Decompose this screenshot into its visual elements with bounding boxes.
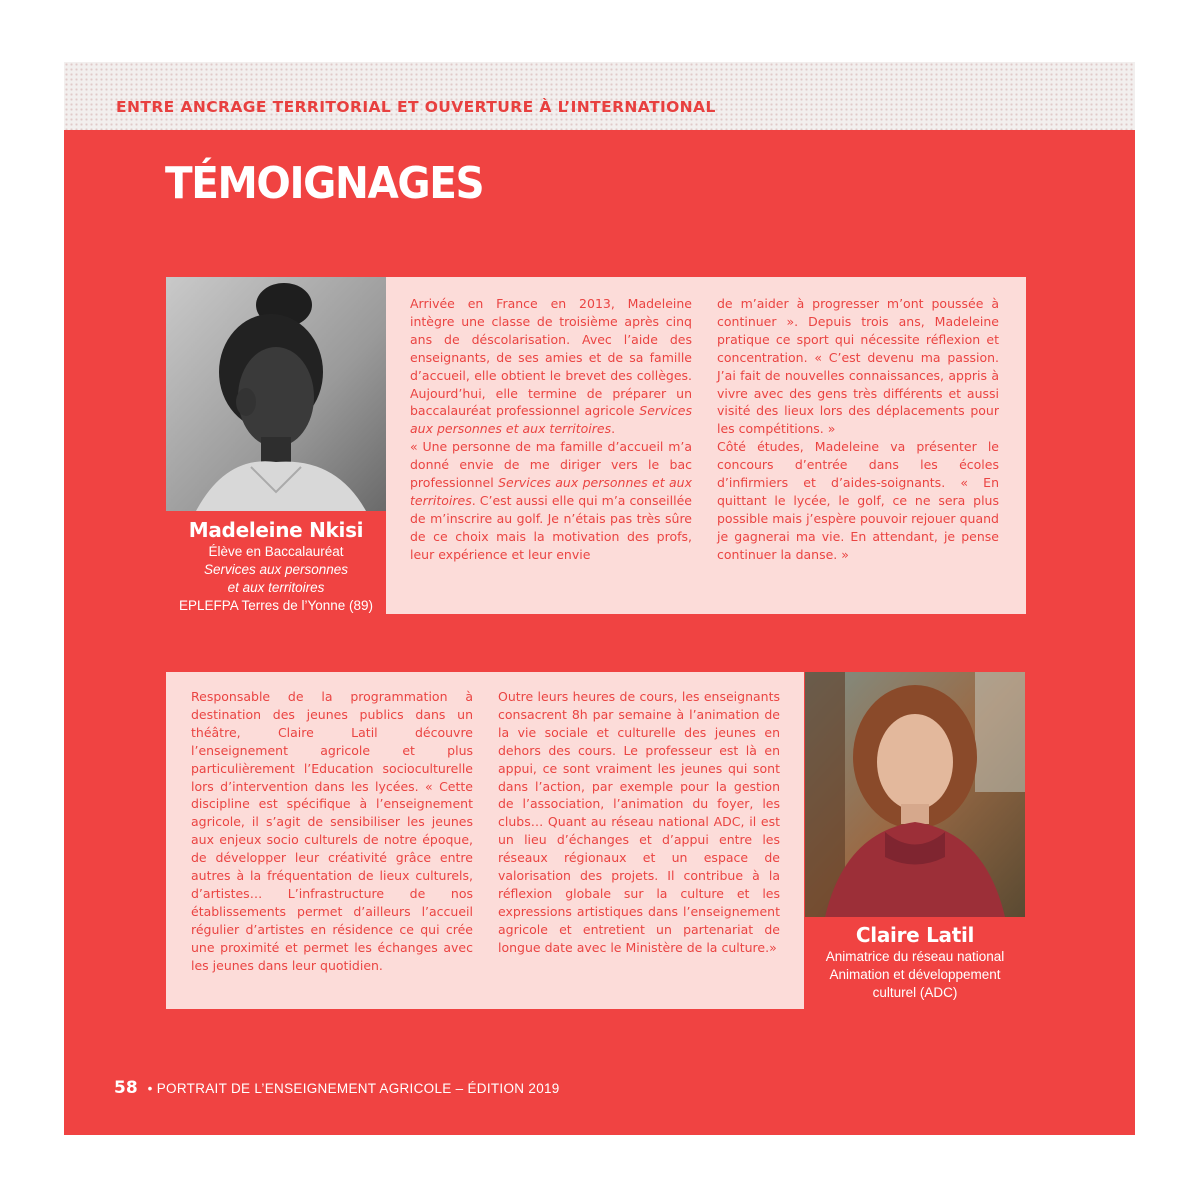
header-band — [64, 62, 1135, 130]
paragraph: Outre leurs heures de cours, les enseignants consacrent 8h par semaine à l’animation de la vie sociale et culturelle des jeunes en dehors des cours. Le professeur est là en appui, ce sont vraiment les jeunes qui sont dans l’action, par exemple pour la gestion de l’association, l’animation du foyer, les clubs… Quant au réseau national ADC, il est un lieu d’échanges et d’appui entre les réseaux régionaux et un espace de valorisation des projets. Il contribue à la réflexion globale sur la culture et les expressions artistiques dans l’enseignement agricole et entretient un partenariat de longue date avec le Ministère de la culture.» — [498, 689, 780, 955]
person-role: et aux territoires — [227, 580, 325, 595]
person-name: Claire Latil — [855, 923, 975, 947]
person-caption-madeleine — [166, 517, 386, 615]
portrait-illustration-claire — [805, 672, 1025, 917]
text-run: . — [611, 421, 616, 437]
person-role: Services aux personnes — [203, 562, 349, 577]
paragraph: Responsable de la programmation à destination des jeunes publics dans un théâtre, Claire Latil découvre l’enseignement agricole et plus particulièrement l’Education socioculturelle lors d’intervention dans les lycées. « Cette discipline est spécifique à l’enseignement agricole, il s’agit de sensibiliser les jeunes aux enjeux socio culturels de notre époque, de développer leur créativité grâce entre autres à la fréquentation de lieux culturels, d’artistes… L’infrastructure de nos établissements permet d’ailleurs l’accueil régulier d’artistes en résidence ce qui crée une proximité et permet les échanges avec les jeunes dans leur quotidien. — [191, 689, 473, 973]
paragraph: Côté études, Madeleine va présenter le concours d’entrée dans les écoles d’infirmiers et d’aides-soignants. « En quittant le lycée, le golf, ce ne sera plus possible mais j’espère pouvoir rejouer quand je gagnerai ma vie. En attendant, je pense continuer la danse. » — [717, 439, 999, 562]
person-caption-claire — [805, 922, 1025, 1002]
text-column — [717, 295, 999, 564]
text-run: . C’est aussi elle qui m’a conseillée de m’inscrire au golf. Je n’étais pas très sûre de ce choix mais la motivation des profs, leur expérience et leur envie — [410, 492, 692, 562]
footer-text: • PORTRAIT DE L’ENSEIGNEMENT AGRICOLE – ÉDITION 2019 — [147, 1081, 560, 1096]
person-name: Madeleine Nkisi — [188, 518, 364, 542]
paragraph: de m’aider à progresser m’ont poussée à continuer ». Depuis trois ans, Madeleine pratique ce sport qui nécessite réflexion et concentration. « C’est devenu ma passion. J’ai fait de nouvelles connaissances, appris à vivre avec des gens très différents et aussi visité des lieux lors des déplacements pour les compétitions. » — [717, 296, 999, 437]
testimony-panel-madeleine — [386, 277, 1026, 614]
section-kicker: ENTRE ANCRAGE TERRITORIAL ET OUVERTURE À L’INTERNATIONAL — [116, 98, 716, 116]
text-run-italic: Services aux personnes et aux territoires — [410, 475, 692, 508]
person-role: culturel (ADC) — [872, 985, 958, 1000]
paragraph — [410, 295, 692, 438]
portrait-illustration-madeleine — [166, 277, 386, 511]
text-run: Arrivée en France en 2013, Madeleine intègre une classe de troisième après cinq ans de déscolarisation. Avec l’aide des enseignants, de ses amies et de sa famille d’accueil, elle obtient le brevet des collèges. Aujourd’hui, elle termine de préparer un baccalauréat professionnel agricole — [410, 296, 692, 419]
page-footer — [114, 1078, 560, 1098]
person-role: Élève en Baccalauréat — [208, 544, 344, 559]
person-role: Animation et développement — [829, 967, 1001, 982]
text-column — [410, 295, 692, 564]
text-column — [498, 688, 780, 957]
portrait-photo-claire — [805, 672, 1025, 917]
person-school: EPLEFPA Terres de l’Yonne (89) — [178, 598, 374, 613]
text-run-italic: Services aux personnes et aux territoires — [410, 403, 692, 437]
person-role: Animatrice du réseau national — [825, 949, 1005, 964]
paragraph — [410, 438, 692, 563]
page-number: 58 — [114, 1078, 138, 1098]
text-column — [191, 688, 473, 975]
portrait-photo-madeleine — [166, 277, 386, 511]
testimony-panel-claire — [166, 672, 804, 1009]
text-run: « Une personne de ma famille d’accueil m’a donné envie de me diriger vers le bac professionnel — [410, 439, 692, 491]
page — [64, 62, 1135, 1135]
page-title: TÉMOIGNAGES — [165, 158, 484, 209]
